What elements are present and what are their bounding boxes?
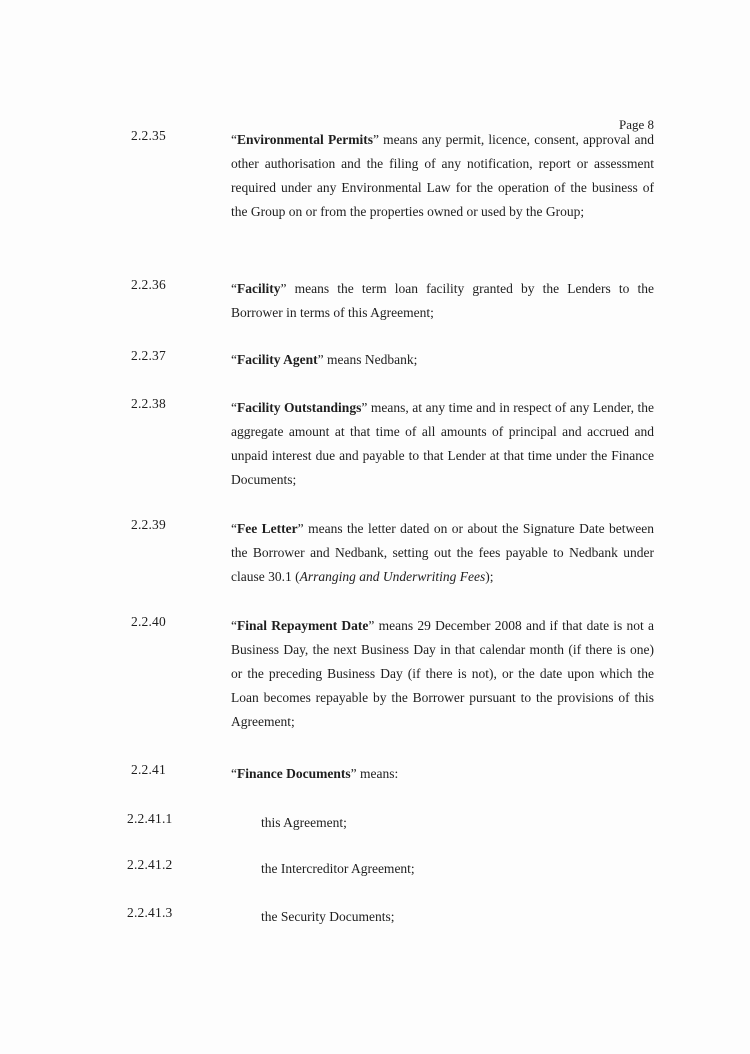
clause-number: 2.2.38 [131, 396, 166, 411]
page-number: Page 8 [618, 117, 654, 132]
clause-text: “Facility Agent” means Nedbank; [231, 352, 418, 367]
clause-number: 2.2.41 [131, 762, 166, 777]
clause-text: “Finance Documents” means: [231, 766, 399, 781]
sub-clause-text: this Agreement; [261, 815, 347, 830]
defined-term: Facility Agent [237, 352, 318, 367]
defined-term: Finance Documents [237, 766, 351, 781]
sub-clause-text: the Security Documents; [261, 909, 395, 924]
clause-text: “Facility” means the term loan facility granted by the Lenders to the Borrower in terms of this Agreement; [231, 281, 654, 320]
clause-text: “Facility Outstandings” means, at any time and in respect of any Lender, the aggregate amount at that time of all amounts of principal and accrued and unpaid interest due and payable to that Lender at that time under the Finance Documents; [231, 400, 654, 487]
clause-reference-title: Arranging and Underwriting Fees [299, 569, 486, 584]
sub-clause-number: 2.2.41.3 [127, 905, 173, 920]
clause-number: 2.2.35 [131, 128, 166, 143]
sub-clause-text: the Intercreditor Agreement; [261, 861, 415, 876]
clause-number: 2.2.37 [131, 348, 166, 363]
sub-clause-number: 2.2.41.1 [127, 811, 173, 826]
clause-number: 2.2.36 [131, 277, 166, 292]
defined-term: Facility [237, 281, 281, 296]
defined-term: Facility Outstandings [237, 400, 362, 415]
clause-text: “Final Repayment Date” means 29 December 2008 and if that date is not a Business Day, the next Business Day in that calendar month (if there is one) or the preceding Business Day (if there is not), or the date upon which the Loan becomes repayable by the Borrower pursuant to the provisions of this Agreement; [231, 618, 654, 729]
defined-term: Fee Letter [237, 521, 298, 536]
clause-text: “Fee Letter” means the letter dated on or about the Signature Date between the Borrower and Nedbank, setting out the fees payable to Nedbank under clause 30.1 (Arranging and Underwriting Fees); [231, 521, 654, 584]
clause-text: “Environmental Permits” means any permit, licence, consent, approval and other authorisation and the filing of any notification, report or assessment required under any Environmental Law for the operation of the business of the Group on or from the properties owned or used by the Group; [231, 132, 654, 219]
defined-term: Final Repayment Date [237, 618, 369, 633]
clause-number: 2.2.40 [131, 614, 166, 629]
defined-term: Environmental Permits [237, 132, 373, 147]
sub-clause-number: 2.2.41.2 [127, 857, 173, 872]
clause-number: 2.2.39 [131, 517, 166, 532]
